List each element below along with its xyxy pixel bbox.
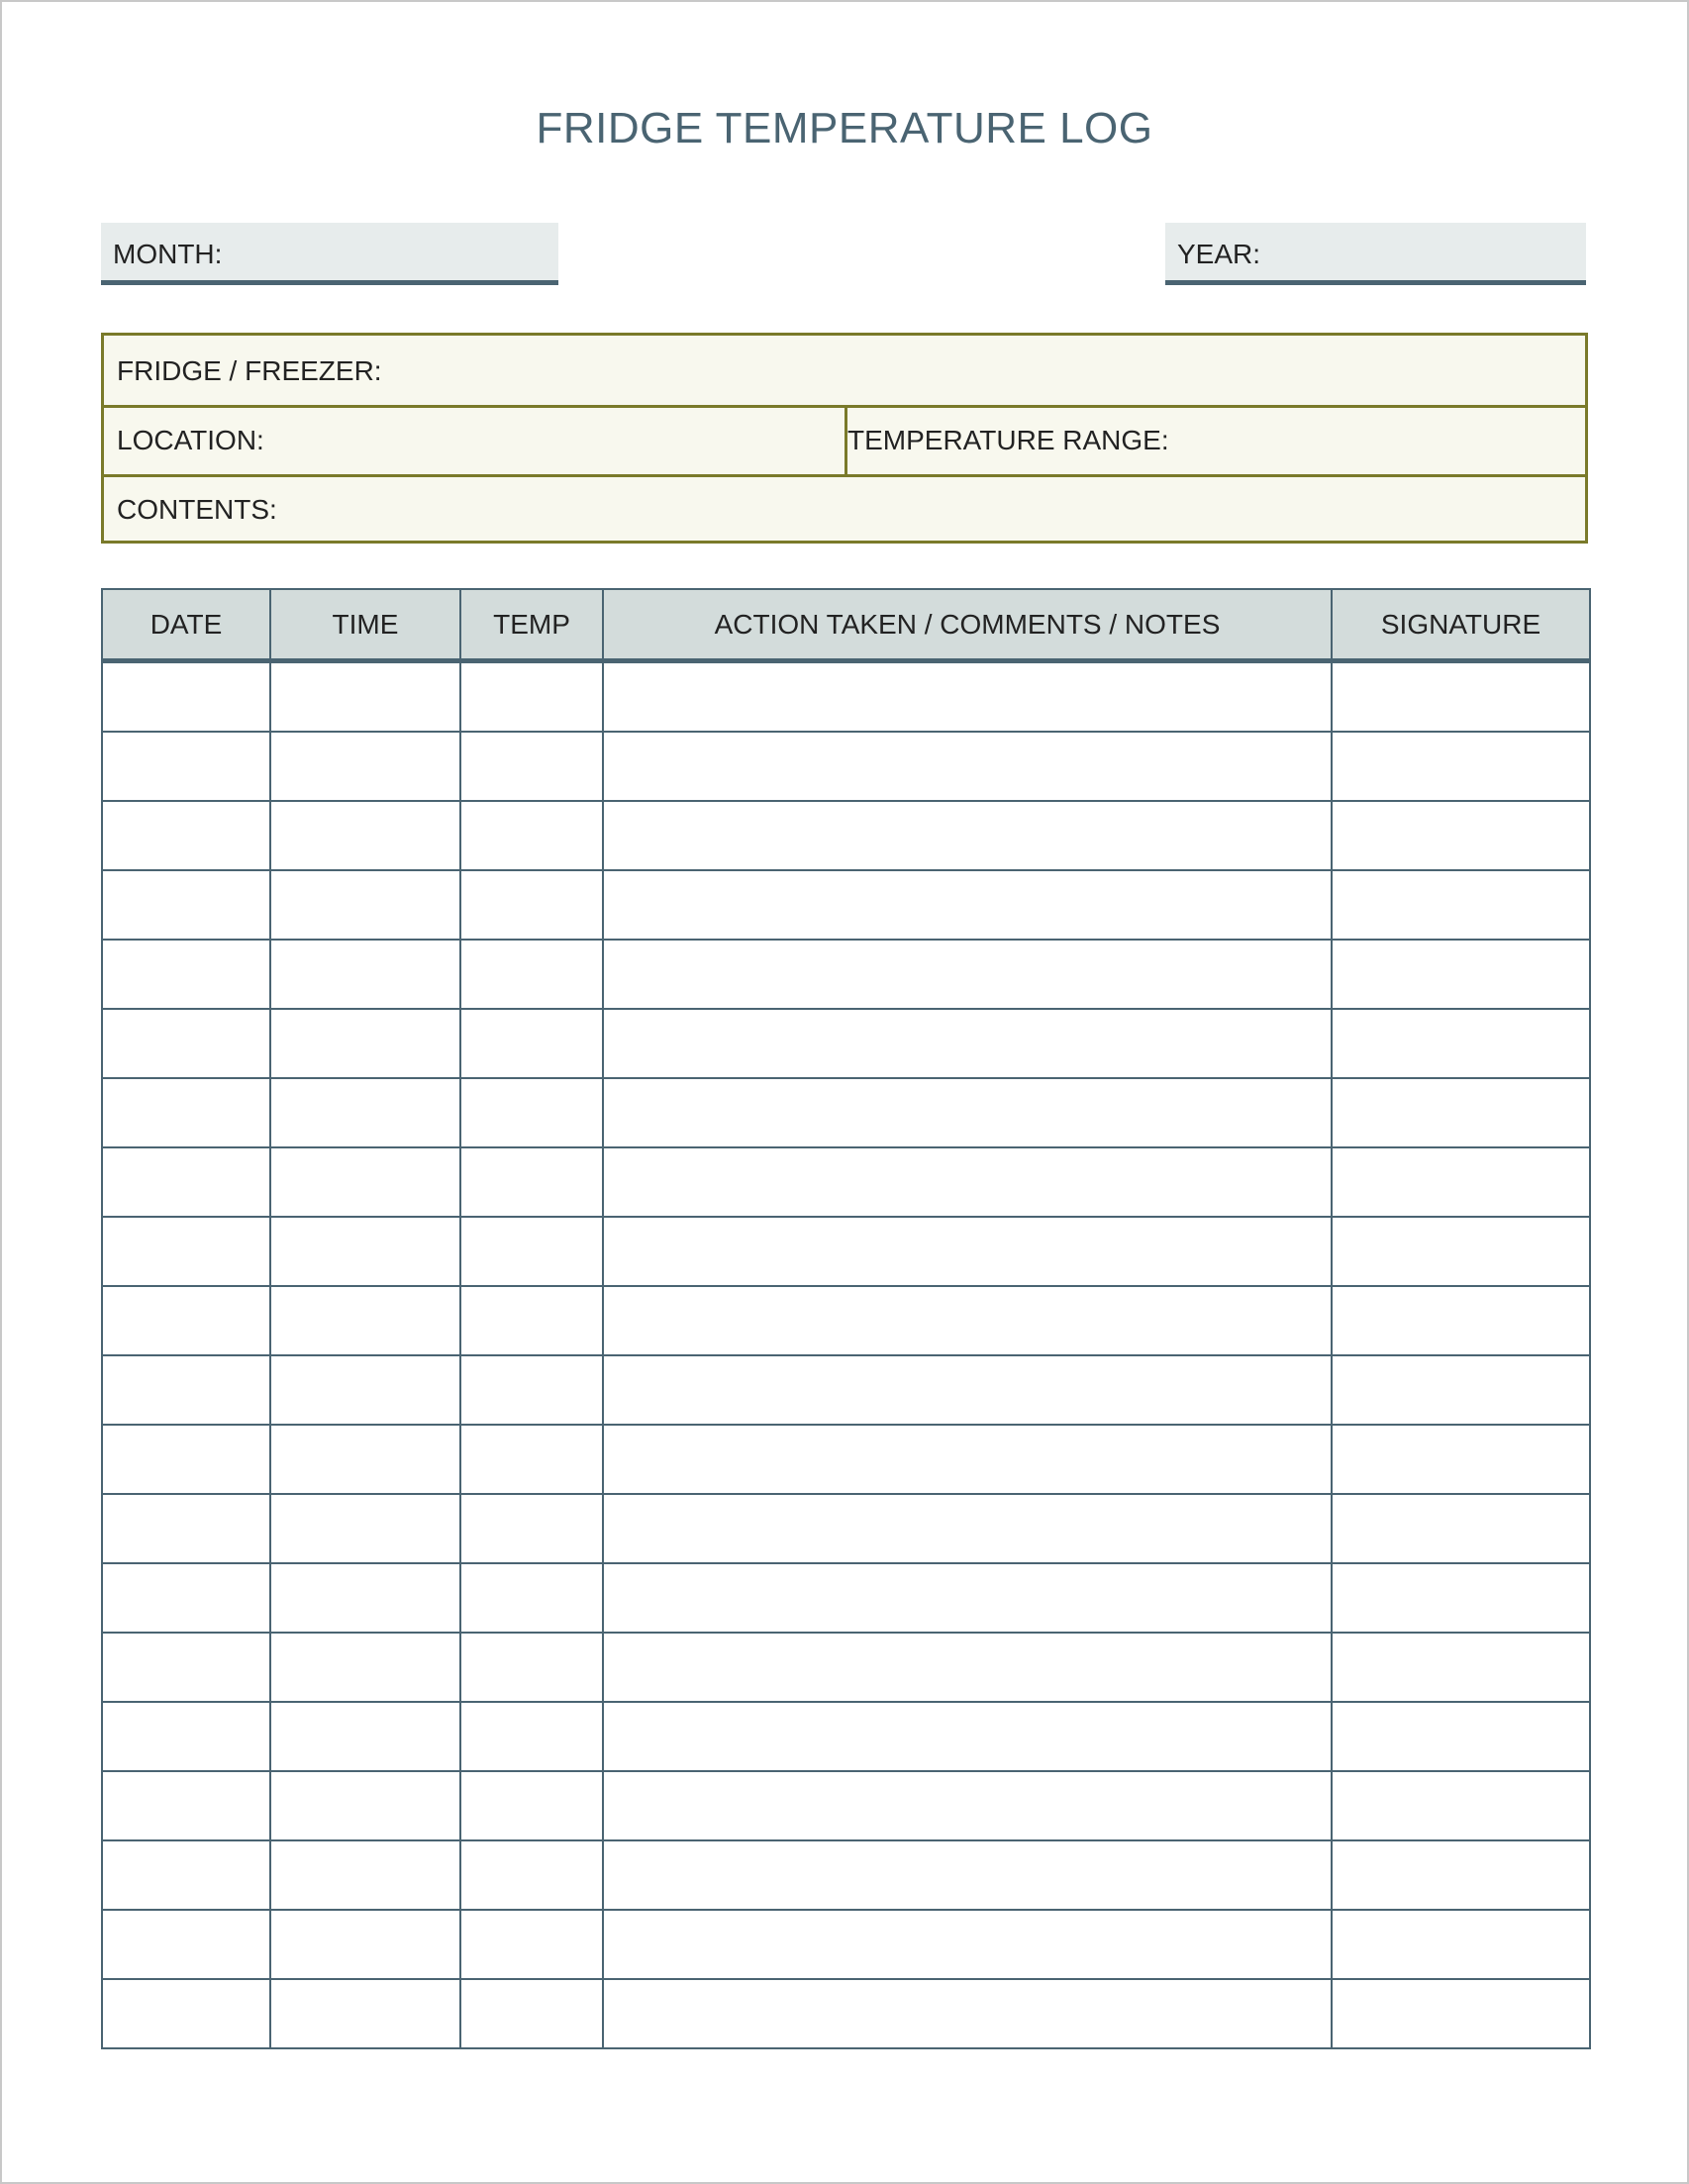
time-cell[interactable]	[270, 1286, 460, 1355]
temp-cell[interactable]	[460, 870, 603, 940]
temp-cell[interactable]	[460, 1563, 603, 1633]
date-cell[interactable]	[102, 1910, 270, 1979]
date-cell[interactable]	[102, 801, 270, 870]
time-cell[interactable]	[270, 940, 460, 1009]
date-cell[interactable]	[102, 1217, 270, 1286]
date-cell[interactable]	[102, 1702, 270, 1771]
fridge-info-box	[101, 333, 1588, 544]
time-cell[interactable]	[270, 870, 460, 940]
temp-cell[interactable]	[460, 1078, 603, 1147]
column-header-date: DATE	[102, 589, 270, 661]
temp-cell[interactable]	[460, 661, 603, 733]
signature-cell[interactable]	[1332, 1702, 1590, 1771]
action-notes-cell[interactable]	[603, 1286, 1332, 1355]
signature-cell[interactable]	[1332, 1009, 1590, 1078]
time-cell[interactable]	[270, 1078, 460, 1147]
signature-cell[interactable]	[1332, 1494, 1590, 1563]
temp-cell[interactable]	[460, 1147, 603, 1217]
table-row	[102, 1979, 1590, 2048]
table-row	[102, 1563, 1590, 1633]
table-row	[102, 1217, 1590, 1286]
temp-cell[interactable]	[460, 1355, 603, 1425]
signature-cell[interactable]	[1332, 940, 1590, 1009]
table-row	[102, 801, 1590, 870]
temp-cell[interactable]	[460, 801, 603, 870]
temperature-log-table	[101, 588, 1591, 2049]
action-notes-cell[interactable]	[603, 1147, 1332, 1217]
time-cell[interactable]	[270, 1979, 460, 2048]
year-label: YEAR:	[1177, 239, 1261, 269]
date-cell[interactable]	[102, 661, 270, 733]
table-row	[102, 870, 1590, 940]
date-cell[interactable]	[102, 1563, 270, 1633]
table-row	[102, 1494, 1590, 1563]
date-cell[interactable]	[102, 1771, 270, 1840]
action-notes-cell[interactable]	[603, 1633, 1332, 1702]
temp-cell[interactable]	[460, 1286, 603, 1355]
time-cell[interactable]	[270, 1702, 460, 1771]
signature-cell[interactable]	[1332, 1355, 1590, 1425]
signature-cell[interactable]	[1332, 1147, 1590, 1217]
table-body	[102, 661, 1590, 2049]
action-notes-cell[interactable]	[603, 801, 1332, 870]
action-notes-cell[interactable]	[603, 870, 1332, 940]
year-field[interactable]	[1165, 223, 1586, 285]
time-cell[interactable]	[270, 732, 460, 801]
temp-cell[interactable]	[460, 1217, 603, 1286]
time-cell[interactable]	[270, 1217, 460, 1286]
column-header-time: TIME	[270, 589, 460, 661]
action-notes-cell[interactable]	[603, 940, 1332, 1009]
action-notes-cell[interactable]	[603, 1217, 1332, 1286]
time-cell[interactable]	[270, 1147, 460, 1217]
table-row	[102, 940, 1590, 1009]
temp-cell[interactable]	[460, 940, 603, 1009]
table-row	[102, 1425, 1590, 1494]
signature-cell[interactable]	[1332, 1633, 1590, 1702]
date-cell[interactable]	[102, 1979, 270, 2048]
temp-cell[interactable]	[460, 1840, 603, 1910]
location-label: LOCATION:	[117, 425, 264, 455]
table-row	[102, 1286, 1590, 1355]
table-header-row	[102, 589, 1590, 661]
table-row	[102, 1910, 1590, 1979]
time-cell[interactable]	[270, 1425, 460, 1494]
page-title: FRIDGE TEMPERATURE LOG	[536, 104, 1153, 152]
action-notes-cell[interactable]	[603, 1840, 1332, 1910]
signature-cell[interactable]	[1332, 1840, 1590, 1910]
column-header-temp: TEMP	[460, 589, 603, 661]
signature-cell[interactable]	[1332, 1771, 1590, 1840]
action-notes-cell[interactable]	[603, 1355, 1332, 1425]
signature-cell[interactable]	[1332, 1979, 1590, 2048]
contents-row	[104, 474, 1585, 544]
table-row	[102, 1633, 1590, 1702]
signature-cell[interactable]	[1332, 1217, 1590, 1286]
month-field[interactable]	[101, 223, 558, 285]
time-cell[interactable]	[270, 1840, 460, 1910]
date-cell[interactable]	[102, 1147, 270, 1217]
location-range-row	[104, 405, 1585, 477]
temp-cell[interactable]	[460, 1633, 603, 1702]
temperature-range-field[interactable]	[835, 405, 1585, 474]
signature-cell[interactable]	[1332, 1425, 1590, 1494]
temp-cell[interactable]	[460, 1425, 603, 1494]
date-cell[interactable]	[102, 1840, 270, 1910]
date-cell[interactable]	[102, 1286, 270, 1355]
temperature-range-label: TEMPERATURE RANGE:	[847, 425, 1169, 455]
column-header-signature: SIGNATURE	[1332, 589, 1590, 661]
temp-cell[interactable]	[460, 1702, 603, 1771]
date-cell[interactable]	[102, 1494, 270, 1563]
action-notes-cell[interactable]	[603, 1494, 1332, 1563]
table-row	[102, 661, 1590, 733]
action-notes-cell[interactable]	[603, 732, 1332, 801]
table-row	[102, 1840, 1590, 1910]
temp-cell[interactable]	[460, 1494, 603, 1563]
signature-cell[interactable]	[1332, 1563, 1590, 1633]
action-notes-cell[interactable]	[603, 661, 1332, 733]
action-notes-cell[interactable]	[603, 1702, 1332, 1771]
signature-cell[interactable]	[1332, 732, 1590, 801]
contents-field[interactable]	[104, 474, 1585, 544]
location-field[interactable]	[104, 405, 847, 474]
time-cell[interactable]	[270, 1009, 460, 1078]
fridge-freezer-field[interactable]	[104, 336, 1585, 405]
date-cell[interactable]	[102, 1078, 270, 1147]
time-cell[interactable]	[270, 1633, 460, 1702]
time-cell[interactable]	[270, 661, 460, 733]
table-row	[102, 1009, 1590, 1078]
signature-cell[interactable]	[1332, 661, 1590, 733]
time-cell[interactable]	[270, 1771, 460, 1840]
action-notes-cell[interactable]	[603, 1979, 1332, 2048]
contents-label: CONTENTS:	[117, 494, 277, 525]
date-cell[interactable]	[102, 940, 270, 1009]
signature-cell[interactable]	[1332, 1286, 1590, 1355]
time-cell[interactable]	[270, 1563, 460, 1633]
date-cell[interactable]	[102, 1355, 270, 1425]
table-row	[102, 1702, 1590, 1771]
temp-cell[interactable]	[460, 1979, 603, 2048]
table-row	[102, 1355, 1590, 1425]
temp-cell[interactable]	[460, 1771, 603, 1840]
column-header-action-notes: ACTION TAKEN / COMMENTS / NOTES	[603, 589, 1332, 661]
date-cell[interactable]	[102, 732, 270, 801]
signature-cell[interactable]	[1332, 801, 1590, 870]
signature-cell[interactable]	[1332, 1910, 1590, 1979]
temp-cell[interactable]	[460, 732, 603, 801]
time-cell[interactable]	[270, 801, 460, 870]
date-cell[interactable]	[102, 1633, 270, 1702]
table-row	[102, 1147, 1590, 1217]
date-cell[interactable]	[102, 1425, 270, 1494]
date-cell[interactable]	[102, 870, 270, 940]
action-notes-cell[interactable]	[603, 1425, 1332, 1494]
temp-cell[interactable]	[460, 1910, 603, 1979]
action-notes-cell[interactable]	[603, 1563, 1332, 1633]
temp-cell[interactable]	[460, 1009, 603, 1078]
month-label: MONTH:	[113, 239, 223, 269]
time-cell[interactable]	[270, 1494, 460, 1563]
signature-cell[interactable]	[1332, 870, 1590, 940]
table-row	[102, 1771, 1590, 1840]
table-row	[102, 1078, 1590, 1147]
time-cell[interactable]	[270, 1355, 460, 1425]
action-notes-cell[interactable]	[603, 1009, 1332, 1078]
fridge-freezer-label: FRIDGE / FREEZER:	[117, 355, 382, 386]
time-cell[interactable]	[270, 1910, 460, 1979]
signature-cell[interactable]	[1332, 1078, 1590, 1147]
action-notes-cell[interactable]	[603, 1078, 1332, 1147]
action-notes-cell[interactable]	[603, 1910, 1332, 1979]
date-cell[interactable]	[102, 1009, 270, 1078]
action-notes-cell[interactable]	[603, 1771, 1332, 1840]
table-row	[102, 732, 1590, 801]
fridge-freezer-row	[104, 336, 1585, 408]
